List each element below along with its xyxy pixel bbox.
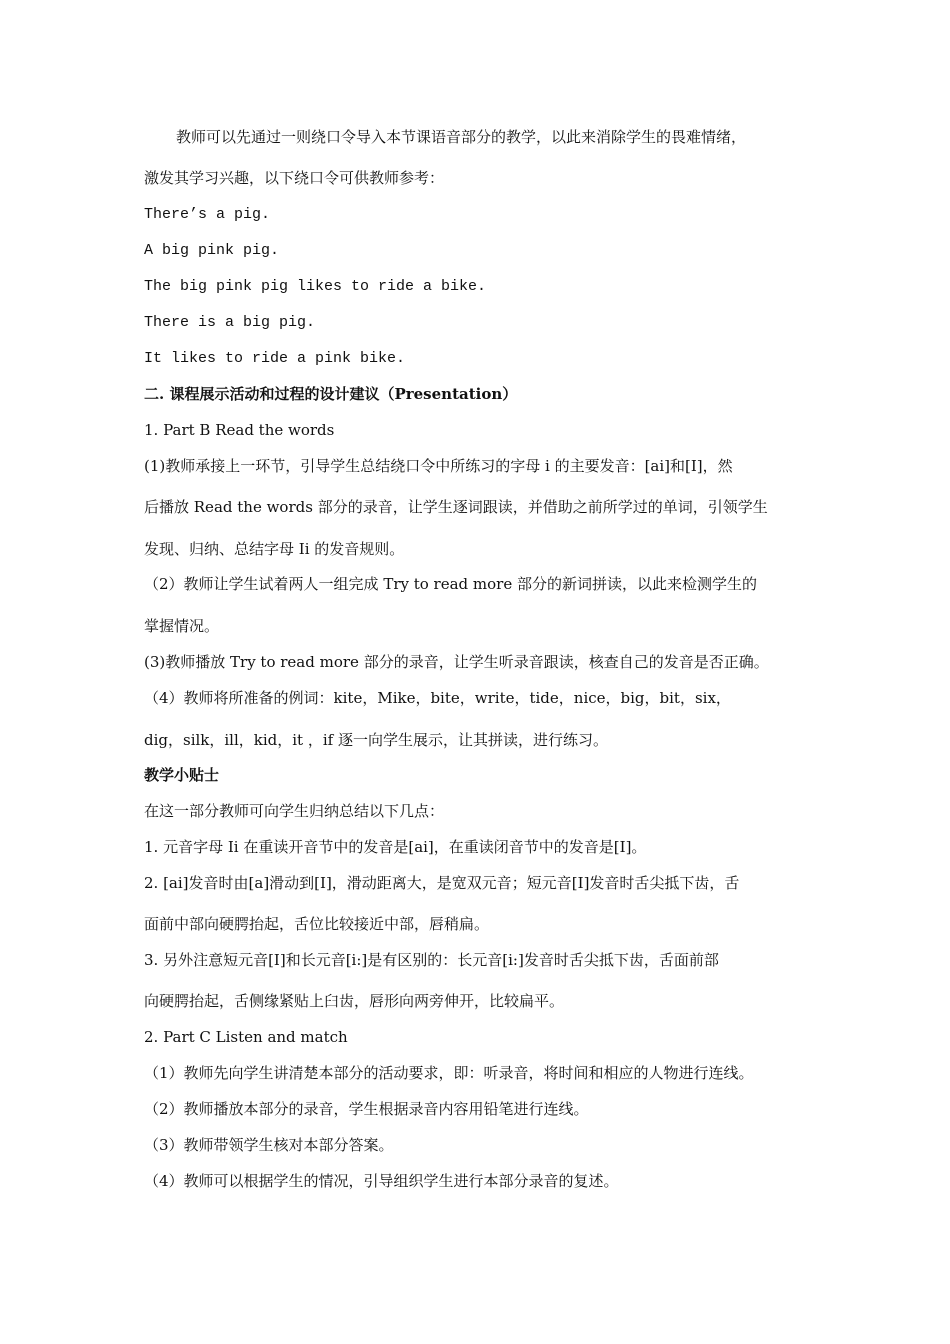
part-c-step-2: （2）教师播放本部分的录音，学生根据录音内容用铅笔进行连线。 [144,1100,589,1118]
teaching-tip-3-line-2: 向硬腭抬起，舌侧缘紧贴上臼齿，唇形向两旁伸开，比较扁平。 [144,992,565,1010]
part-b-step-4-line-2: dig，silk，ill，kid，it ，if 逐一向学生展示，让其拼读，进行练习。 [144,731,608,749]
part-b-title: 1. Part B Read the words [144,421,335,439]
tongue-twister-line-5: It likes to ride a pink bike. [144,350,406,367]
teaching-tip-1: 1. 元音字母 Ii 在重读开音节中的发音是[ai]，在重读闭音节中的发音是[I]。 [144,838,647,856]
intro-paragraph-line-2: 激发其学习兴趣，以下绕口令可供教师参考： [144,169,445,187]
part-b-step-4-line-1: （4）教师将所准备的例词：kite，Mike，bite，write，tide，nice，big，bit，six， [144,689,731,707]
part-c-title: 2. Part C Listen and match [144,1028,348,1046]
teaching-tips-heading: 教学小贴士 [144,766,220,784]
part-c-step-4: （4）教师可以根据学生的情况，引导组织学生进行本部分录音的复述。 [144,1172,619,1190]
part-b-step-3: (3)教师播放 Try to read more 部分的录音，让学生听录音跟读，核查自己的发音是否正确。 [144,653,769,671]
part-b-step-1-line-2: 后播放 Read the words 部分的录音，让学生逐词跟读，并借助之前所学过的单词，引领学生 [144,498,768,516]
teaching-tip-2-line-1: 2. [ai]发音时由[a]滑动到[I]，滑动距离大，是宽双元音；短元音[I]发音时舌尖抵下齿，舌 [144,874,740,892]
part-c-step-3: （3）教师带领学生核对本部分答案。 [144,1136,394,1154]
intro-paragraph-line-1: 教师可以先通过一则绕口令导入本节课语音部分的教学，以此来消除学生的畏难情绪， [176,128,747,146]
teaching-tip-2-line-2: 面前中部向硬腭抬起，舌位比较接近中部，唇稍扁。 [144,915,490,933]
tongue-twister-line-1: There’s a pig. [144,206,271,223]
part-b-step-2-line-1: （2）教师让学生试着两人一组完成 Try to read more 部分的新词拼读，以此来检测学生的 [144,575,757,593]
teaching-tips-intro: 在这一部分教师可向学生归纳总结以下几点： [144,802,445,820]
part-b-step-1-line-3: 发现、归纳、总结字母 Ii 的发音规则。 [144,540,405,558]
section-heading-presentation: 二. 课程展示活动和过程的设计建议（Presentation） [144,385,518,403]
tongue-twister-line-2: A big pink pig. [144,242,280,259]
part-b-step-2-line-2: 掌握情况。 [144,617,220,635]
tongue-twister-line-4: There is a big pig. [144,314,316,331]
teaching-tip-3-line-1: 3. 另外注意短元音[I]和长元音[i:]是有区别的：长元音[i:]发音时舌尖抵下齿，舌面前部 [144,951,719,969]
part-c-step-1: （1）教师先向学生讲清楚本部分的活动要求，即：听录音，将时间和相应的人物进行连线。 [144,1064,754,1082]
part-b-step-1-line-1: (1)教师承接上一环节，引导学生总结绕口令中所练习的字母 i 的主要发音：[ai]和[I]，然 [144,457,733,475]
tongue-twister-line-3: The big pink pig likes to ride a bike. [144,278,487,295]
